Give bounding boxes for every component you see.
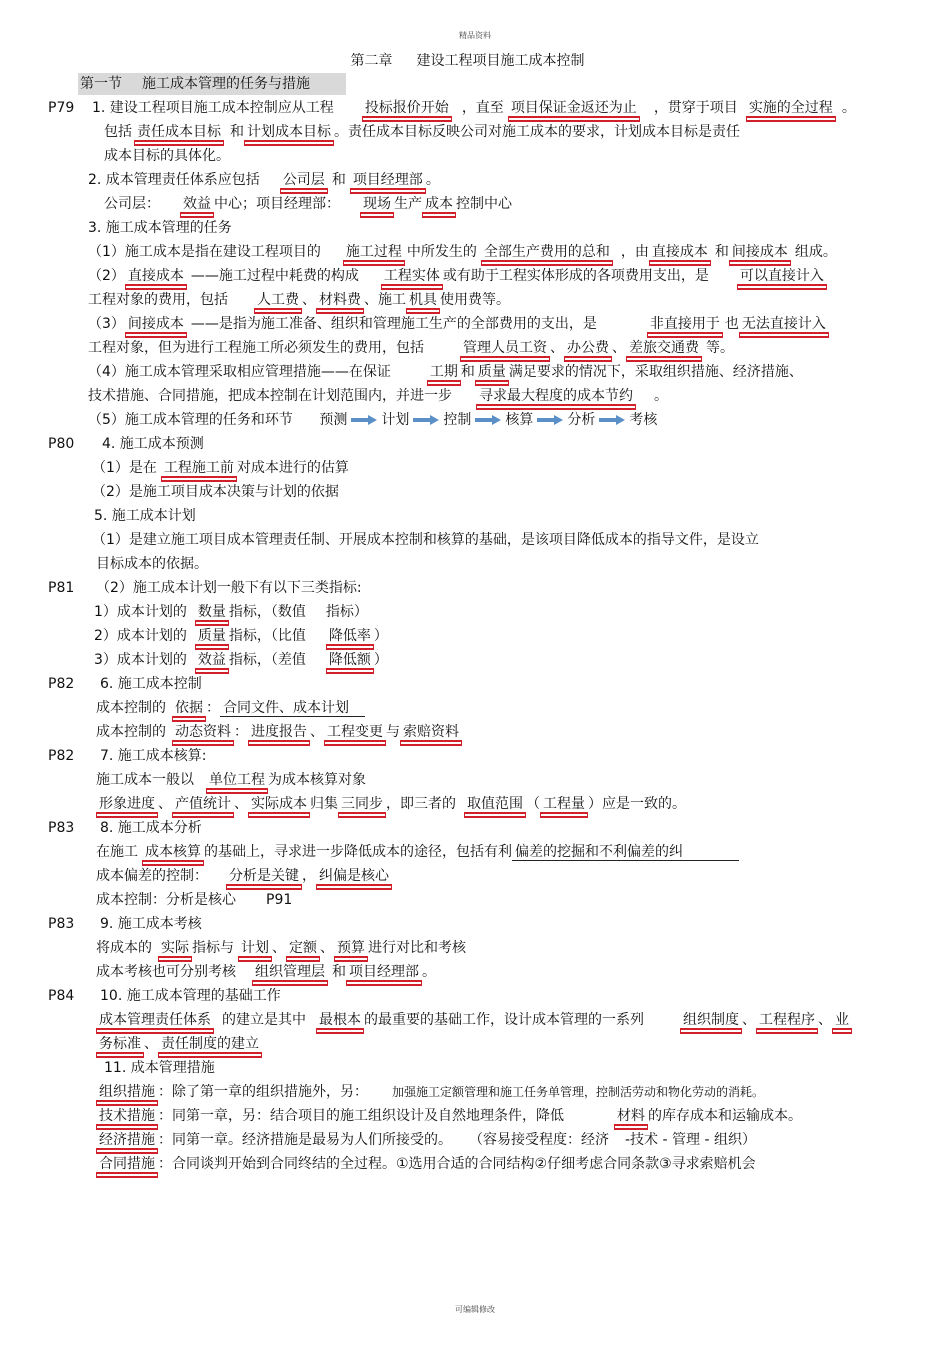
blank-answer: 成本 <box>422 196 456 214</box>
blank-answer: 全部生产费用的总和 <box>481 244 613 262</box>
blank-answer: 计划 <box>238 940 272 958</box>
text-line: 4. 施工成本预测 <box>102 436 204 452</box>
text: ：同第一章，另：结合项目的施工组织设计及自然地理条件，降低 <box>158 1108 564 1124</box>
blank-answer: 定额 <box>286 940 320 958</box>
blank-answer: 工程程序 <box>756 1012 818 1030</box>
text-line <box>94 626 388 646</box>
text: ，即三者的 <box>386 796 456 812</box>
text: ） <box>373 652 388 668</box>
text: 的建立是其中 <box>222 1012 306 1028</box>
text-line <box>96 890 292 910</box>
blank-answer: 最根本 <box>316 1012 364 1030</box>
text: （1）施工成本是指在建设工程项目的 <box>88 244 321 260</box>
text: 或有助于工程实体形成的各项费用支出，是 <box>442 268 709 284</box>
text: ：合同谈判开始到合同终结的全过程。①选用合适的合同结构②仔细考虑合同条款③寻求索赔机会 <box>158 1156 756 1172</box>
blank-answer: 索赔资料 <box>400 724 462 742</box>
text-line <box>88 290 510 310</box>
text-line: 10. 施工成本管理的基础工作 <box>100 988 281 1004</box>
text: 、 <box>742 1012 756 1028</box>
text-line <box>96 938 466 958</box>
page-ref: P91 <box>266 892 293 908</box>
blank-answer: 组织管理层 <box>252 964 328 982</box>
text: 使用费等。 <box>440 292 510 308</box>
blank-answer: 材料费 <box>316 292 364 310</box>
text-line <box>96 1106 802 1126</box>
text: ：除了第一章的组织措施外，另： <box>158 1084 368 1100</box>
blank-answer: 工程施工前 <box>161 460 237 478</box>
text: ）应是一致的。 <box>588 796 686 812</box>
text: 指标，（数值 <box>228 604 306 620</box>
text-line <box>88 170 440 190</box>
text: 。 <box>841 100 856 116</box>
blank-answer: 纠偏是核心 <box>316 868 392 886</box>
text-line: 成本目标的具体化。 <box>104 148 230 164</box>
text: 成本考核也可分别考核 <box>96 964 236 980</box>
text: 、 <box>234 796 248 812</box>
blank-answer: 工程实体 <box>381 268 443 286</box>
text: ， <box>302 868 316 884</box>
blank-answer: 组织措施 <box>96 1084 158 1102</box>
blank-answer: 预算 <box>334 940 368 958</box>
blank-answer: 数量 <box>195 604 229 622</box>
blank-answer: 成本核算 <box>142 844 204 862</box>
text-line: 8. 施工成本分析 <box>100 820 202 836</box>
text-line <box>96 866 392 886</box>
text: 、 <box>272 940 286 956</box>
text: 。 <box>654 388 668 404</box>
text: ——施工过程中耗费的构成 <box>190 268 359 284</box>
text: （2） <box>88 268 125 284</box>
text: 、施工 <box>364 292 406 308</box>
text: （5）施工成本管理的任务和环节 <box>88 412 293 428</box>
text-line <box>96 1082 764 1102</box>
blank-answer: 实施的全过程 <box>746 100 836 118</box>
text: 中所发生的 <box>406 244 477 260</box>
blank-answer: 计划成本目标 <box>244 124 334 142</box>
page-ref: P82 <box>48 748 75 764</box>
text-line: 11. 成本管理措施 <box>104 1060 215 1076</box>
text: 指标，（比值 <box>228 628 306 644</box>
text: 、 <box>302 292 316 308</box>
flow-step: 考核 <box>629 412 658 428</box>
blank-answer: 务标准 <box>96 1036 144 1054</box>
blank-answer: 合同措施 <box>96 1156 158 1174</box>
text-line: 9. 施工成本考核 <box>100 916 202 932</box>
text: 的库存成本和运输成本。 <box>648 1108 802 1124</box>
text: 和 <box>331 172 346 188</box>
text: 归集 <box>310 796 338 812</box>
text: 、 <box>612 340 626 356</box>
text: -技术 - 管理 - 组织） <box>625 1132 756 1148</box>
blank-answer: 合同文件、成本计划 <box>220 700 365 717</box>
text-line <box>96 770 366 790</box>
text: 为成本核算对象 <box>268 772 366 788</box>
text-line <box>88 242 837 262</box>
page-ref: P84 <box>48 988 75 1004</box>
text: ： <box>206 700 220 716</box>
text: ——是指为施工准备、组织和管理施工生产的全部费用的支出，是 <box>190 316 597 332</box>
page-ref: P82 <box>48 676 75 692</box>
text: 公司层： <box>104 196 160 212</box>
text: 1. 建设工程项目施工成本控制应从工程 <box>92 100 334 116</box>
arrow-right-icon <box>475 415 501 425</box>
blank-answer: 直接成本 <box>125 268 187 286</box>
blank-answer: 降低率 <box>326 628 374 646</box>
flow-step: 控制 <box>443 412 472 428</box>
blank-answer: 责任成本目标 <box>134 124 224 142</box>
blank-answer: 项目经理部 <box>350 172 426 190</box>
text: 成本控制的 <box>96 724 166 740</box>
page-header: 精品资料 <box>459 31 491 40</box>
blank-answer: 材料 <box>614 1108 648 1126</box>
blank-answer: 差旅交通费 <box>626 340 702 358</box>
page-ref: P81 <box>48 580 75 596</box>
blank-answer: 成本管理责任体系 <box>96 1012 214 1030</box>
text: 在施工 <box>96 844 138 860</box>
flow-step: 预测 <box>319 412 348 428</box>
blank-answer: 非直接用于 <box>647 316 723 334</box>
text-line <box>88 386 668 406</box>
text: 2. 成本管理责任体系应包括 <box>88 172 260 188</box>
text: 、 <box>818 1012 832 1028</box>
blank-answer: 进度报告 <box>248 724 310 742</box>
blank-answer: 项目保证金返还为止 <box>508 100 640 118</box>
blank-answer: 管理人员工资 <box>460 340 550 358</box>
text: 组成。 <box>794 244 837 260</box>
text-line <box>92 98 856 118</box>
text-line: 7. 施工成本核算: <box>100 748 207 764</box>
blank-answer: 形象进度 <box>96 796 158 814</box>
text-line <box>88 314 829 334</box>
text: ： <box>234 724 248 740</box>
text: 施工成本一般以 <box>96 772 194 788</box>
text-line: （2）是施工项目成本决策与计划的依据 <box>92 484 339 500</box>
arrow-right-icon <box>351 415 377 425</box>
blank-answer: 实际成本 <box>248 796 310 814</box>
text: 也 <box>724 316 739 332</box>
chapter-name: 建设工程项目施工成本控制 <box>416 53 585 69</box>
page-ref: P83 <box>48 916 75 932</box>
blank-answer: 降低额 <box>326 652 374 670</box>
blank-answer: 人工费 <box>254 292 302 310</box>
text: 指标，（差值 <box>228 652 306 668</box>
text: ，直至 <box>461 100 504 116</box>
text: 包括 <box>104 124 132 140</box>
page-ref: P79 <box>48 100 75 116</box>
arrow-right-icon <box>413 415 439 425</box>
text: 将成本的 <box>96 940 152 956</box>
text: 和 <box>332 964 346 980</box>
text-line: （1）是建立施工项目成本管理责任制、开展成本控制和核算的基础，是该项目降低成本的指导文件，是设立 <box>92 532 759 548</box>
blank-answer: 三同步 <box>338 796 386 814</box>
blank-answer: 产值统计 <box>172 796 234 814</box>
blank-answer: 质量 <box>195 628 229 646</box>
text: 工程对象，但为进行工程施工所必须发生的费用，包括 <box>88 340 424 356</box>
blank-answer: 分析是关键 <box>226 868 302 886</box>
blank-answer: 直接成本 <box>649 244 711 262</box>
text-line <box>92 458 349 478</box>
text-line <box>96 1010 852 1030</box>
blank-answer: 效益 <box>180 196 214 214</box>
text-line: 3. 施工成本管理的任务 <box>88 220 232 236</box>
text: 。 <box>422 964 436 980</box>
text: 的基础上，寻求进一步降低成本的途径，包括有利 <box>204 844 512 860</box>
text-line <box>88 362 803 382</box>
text: 、 <box>310 724 324 740</box>
text-line: 6. 施工成本控制 <box>100 676 202 692</box>
page-footer: 可编辑修改 <box>455 1305 495 1314</box>
text-line <box>96 962 436 982</box>
blank-answer: 动态资料 <box>172 724 234 742</box>
blank-answer: 间接成本 <box>125 316 187 334</box>
text-line <box>104 122 740 142</box>
text-line <box>88 266 827 286</box>
text: 满足要求的情况下，采取组织措施、经济措施、 <box>508 364 803 380</box>
text: 1）成本计划的 <box>94 604 187 620</box>
text: （ <box>526 796 540 812</box>
text: 3）成本计划的 <box>94 652 187 668</box>
blank-answer: 间接成本 <box>729 244 791 262</box>
blank-answer: 组织制度 <box>680 1012 742 1030</box>
blank-answer: 办公费 <box>564 340 612 358</box>
section-heading <box>78 73 346 95</box>
text: 生产 <box>394 196 422 212</box>
blank-answer: 投标报价开始 <box>362 100 452 118</box>
page-ref: P80 <box>48 436 75 452</box>
blank-answer: 工程变更 <box>324 724 386 742</box>
blank-answer: 经济措施 <box>96 1132 158 1150</box>
blank-answer: 无法直接计入 <box>739 316 829 334</box>
flow-step: 计划 <box>381 412 410 428</box>
blank-answer: 效益 <box>195 652 229 670</box>
flow-step: 核算 <box>505 412 534 428</box>
text: 加强施工定额管理和施工任务单管理，控制活劳动和物化劳动的消耗。 <box>392 1085 765 1099</box>
text: 。经济措施是最易为人们所接受的。 <box>228 1132 452 1148</box>
text: 。责任成本目标反映公司对施工成本的要求，计划成本目标是责任 <box>334 124 740 140</box>
blank-answer: 偏差的挖掘和不利偏差的纠 <box>512 844 739 861</box>
section-number: 第一节 <box>80 76 122 92</box>
text: 对成本进行的估算 <box>236 460 349 476</box>
section-name: 施工成本管理的任务与措施 <box>142 76 310 92</box>
blank-answer: 技术措施 <box>96 1108 158 1126</box>
page-ref: P83 <box>48 820 75 836</box>
blank-answer: 依据 <box>172 700 206 718</box>
blank-answer: 施工过程 <box>343 244 405 262</box>
blank-answer: 公司层 <box>280 172 328 190</box>
text: ） <box>373 628 388 644</box>
text: （4）施工成本管理采取相应管理措施——在保证 <box>88 364 391 380</box>
blank-answer: 实际 <box>158 940 192 958</box>
text: 指标与 <box>192 940 234 956</box>
text-line: （2）施工成本计划一般下有以下三类指标: <box>96 580 362 596</box>
text: 、 <box>320 940 334 956</box>
text: ，由 <box>620 244 649 260</box>
blank-answer: 质量 <box>475 364 509 382</box>
text: ，贯穿于项目 <box>653 100 738 116</box>
text: 与 <box>386 724 400 740</box>
text-line <box>94 650 388 670</box>
text: 成本控制的 <box>96 700 166 716</box>
blank-answer: 现场 <box>360 196 394 214</box>
text: 2）成本计划的 <box>94 628 187 644</box>
text-line <box>96 1034 262 1054</box>
text: ：同第一章 <box>158 1132 228 1148</box>
blank-answer: 责任制度的建立 <box>158 1036 262 1054</box>
text: 技术措施、合同措施，把成本控制在计划范围内，并进一步 <box>88 388 452 404</box>
text: 等。 <box>706 340 734 356</box>
text: 成本偏差的控制： <box>96 868 208 884</box>
text-line: 目标成本的依据。 <box>96 556 208 572</box>
text-line <box>96 794 686 814</box>
blank-answer: 工期 <box>427 364 461 382</box>
text: 、 <box>550 340 564 356</box>
chapter-title <box>0 50 935 70</box>
text-line <box>96 842 739 862</box>
blank-answer: 取值范围 <box>464 796 526 814</box>
chapter-number: 第二章 <box>350 53 393 69</box>
arrow-right-icon <box>537 415 563 425</box>
text: （3） <box>88 316 125 332</box>
text-line <box>96 698 365 718</box>
text: 中心；项目经理部： <box>214 196 340 212</box>
text-line <box>96 1154 756 1174</box>
text: 和 <box>714 244 729 260</box>
text-line <box>104 194 512 214</box>
text: 控制中心 <box>456 196 512 212</box>
text-line <box>96 1130 756 1150</box>
blank-answer: 单位工程 <box>206 772 268 790</box>
text: 的最重要的基础工作，设计成本管理的一系列 <box>364 1012 644 1028</box>
text-line <box>96 722 462 742</box>
text: 成本控制：分析是核心 <box>96 892 236 908</box>
text: （容易接受程度：经济 <box>476 1132 609 1148</box>
text-line <box>88 410 657 430</box>
arrow-right-icon <box>599 415 625 425</box>
text: 和 <box>230 124 244 140</box>
text: 指标） <box>325 604 368 620</box>
blank-answer: 可以直接计入 <box>737 268 827 286</box>
text: 工程对象的费用，包括 <box>88 292 228 308</box>
text: 和 <box>460 364 475 380</box>
text: 。 <box>425 172 440 188</box>
blank-answer: 寻求最大程度的成本节约 <box>476 388 636 406</box>
text: 、 <box>144 1036 158 1052</box>
blank-answer: 工程量 <box>540 796 588 814</box>
text: （1）是在 <box>92 460 157 476</box>
blank-answer: 机具 <box>406 292 440 310</box>
flow-step: 分析 <box>567 412 596 428</box>
blank-answer: 项目经理部 <box>346 964 422 982</box>
text: 、 <box>158 796 172 812</box>
text-line: 5. 施工成本计划 <box>94 508 196 524</box>
blank-answer: 业 <box>832 1012 852 1030</box>
text: 进行对比和考核 <box>368 940 466 956</box>
text-line <box>88 338 734 358</box>
text-line <box>94 602 368 622</box>
